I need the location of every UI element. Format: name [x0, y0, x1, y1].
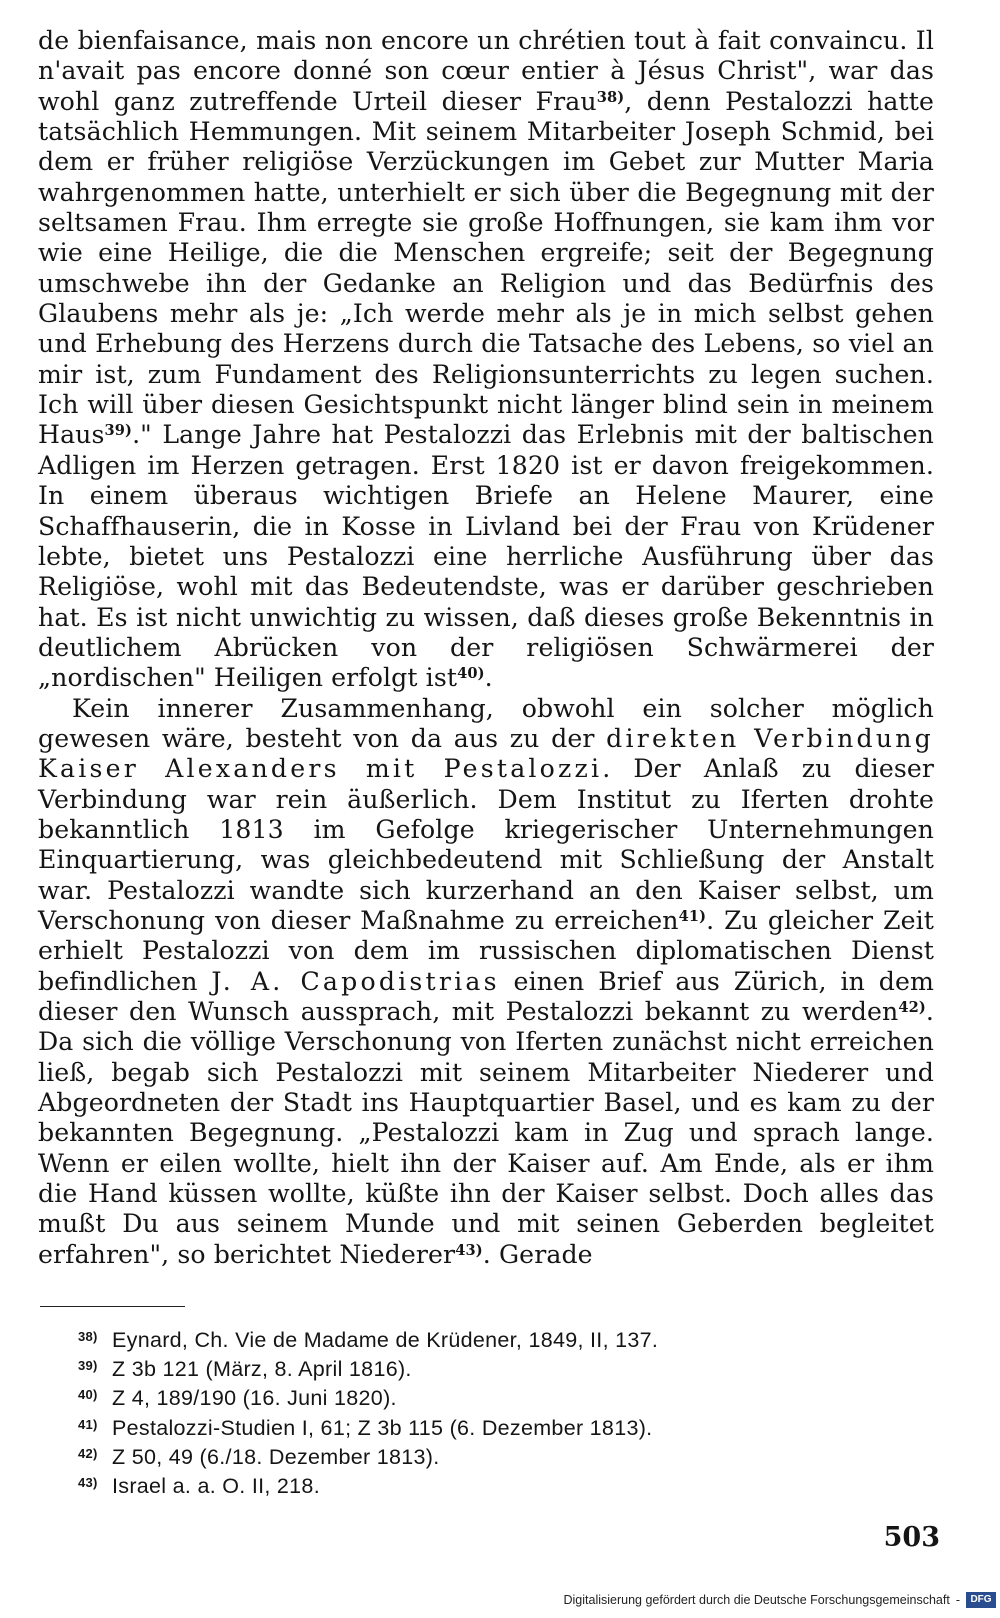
footnote-ref-38[interactable]: 38) [596, 88, 625, 106]
footnote-number: 40) [78, 1387, 98, 1403]
footnote [78, 1412, 938, 1441]
paragraph-1 [38, 26, 934, 694]
footnote-number: 38) [78, 1329, 98, 1344]
footnote [78, 1324, 938, 1353]
emphasized-phrase: direkten Verbindung Kaiser Alexanders mit Pestalozzi [38, 723, 935, 784]
footnote-ref-42[interactable]: 42) [898, 998, 926, 1016]
footnote-text: Eynard, Ch. Vie de Madame de Krüdener, 1849, II, 137. [112, 1328, 659, 1352]
footnote-text: Israel a. a. O. II, 218. [112, 1474, 320, 1499]
text-run: ." Lange Jahre hat Pestalozzi das Erlebnis mit der baltischen Adligen im Herzen getragen. Erst 1820 ist er davon freigekommen. In einem überaus wichtigen Briefe an Helene Maurer, eine Schaffhauserin, die in Kosse in Livland bei der Frau von Krüdener lebte, bietet uns Pestalozzi eine herrliche Ausführung über das Religiöse, wohl mit das Bedeutendste, was er darüber geschrieben hat. Es ist nicht unwichtig zu wissen, daß dieses große Bekenntnis in deutlichem Abrücken von der religiösen Schwärmerei der „nordischen" Heiligen erfolgt ist [38, 420, 934, 693]
footnote-text: Z 50, 49 (6./18. Dezember 1813). [112, 1444, 440, 1469]
footnote [78, 1470, 938, 1499]
footnote-text: Pestalozzi-Studien I, 61; Z 3b 115 (6. Dezember 1813). [112, 1415, 653, 1440]
footnote-text: Z 3b 121 (März, 8. April 1816). [112, 1357, 412, 1382]
footnote-divider [40, 1306, 185, 1307]
footnote [78, 1382, 938, 1411]
text-run: . Da sich die völlige Verschonung von Iferten zunächst nicht erreichen ließ, begab sich Pestalozzi mit seinem Mitarbeiter Niederer und Abgeordneten der Stadt ins Hauptquartier Basel, und es kam zu der bekannten Begegnung. „Pestalozzi kam in Zug und sprach lange. Wenn er eilen wollte, hielt ihn der Kaiser auf. Am Ende, als er ihm die Hand küssen wollte, küßte ihn der Kaiser selbst. Doch alles das mußt Du aus seinem Munde und mit seinen Geberden begleitet erfahren", so berichtet Niederer [38, 997, 934, 1269]
text-run: . Gerade [482, 1239, 593, 1269]
text-run: . Zu gleicher Zeit erhielt Pestalozzi von dem im russischen diplomatischen Dienst befindlichen [38, 905, 934, 996]
footnote-ref-39[interactable]: 39) [104, 422, 133, 440]
footnote-number: 43) [78, 1475, 98, 1491]
digitization-note: Digitalisierung gefördert durch die Deutsche Forschungsgemeinschaft [563, 1593, 950, 1607]
dash-separator: - [955, 1593, 960, 1607]
text-run: Kein innerer Zusammenhang, obwohl ein solcher möglich gewesen wäre, besteht von da aus zu der [38, 693, 934, 753]
page-number: 503 [883, 1522, 940, 1553]
text-run: einen Brief aus Zürich, in dem dieser den Wunsch aussprach, mit Pestalozzi bekannt zu werden [38, 966, 935, 1026]
footnote-number: 41) [78, 1416, 98, 1432]
dfg-logo-icon[interactable]: DFG [966, 1592, 996, 1608]
emphasized-name: J. A. Capodistrias [211, 966, 500, 996]
footnotes [78, 1324, 938, 1499]
digitization-footer [564, 1590, 997, 1610]
text-run: . Der Anlaß zu dieser Verbindung war rein äußerlich. Dem Institut zu Iferten drohte bekanntlich 1813 im Gefolge kriegerischer Unternehmungen Einquartierung, was gleichbedeutend mit Schließung der Anstalt war. Pestalozzi wandte sich kurzerhand an den Kaiser selbst, um Verschonung von dieser Maßnahme zu erreichen [38, 754, 934, 935]
footnote [78, 1353, 938, 1382]
footnote-ref-40[interactable]: 40) [457, 665, 485, 683]
text-run: . [484, 663, 493, 693]
footnote-ref-43[interactable]: 43) [455, 1241, 483, 1259]
footnote-ref-41[interactable]: 41) [678, 907, 707, 925]
paragraph-2 [38, 694, 934, 1271]
footnote-text: Z 4, 189/190 (16. Juni 1820). [112, 1386, 397, 1411]
text-run: , denn Pestalozzi hatte tatsächlich Hemmungen. Mit seinem Mitarbeiter Joseph Schmid, bei dem er früher religiöse Verzückungen im Gebet zur Mutter Maria wahrgenommen hatte, unterhielt er sich über die Begegnung mit der seltsamen Frau. Ihm erregte sie große Hoffnungen, sie kam ihm vor wie eine Heilige, die die Menschen ergreife; seit der Begegnung umschwebe ihn der Gedanke an Religion und das Bedürfnis des Glaubens mehr als je: „Ich werde mehr als je in mich selbst gehen und Erhebung des Herzens durch die Tatsache des Lebens, so viel an mir ist, zum Fundament des Religionsunterrichts zu legen suchen. Ich will über diesen Gesichtspunkt nicht länger blind sein in meinem Haus [38, 86, 934, 450]
footnote-number: 42) [78, 1445, 98, 1461]
main-text [38, 26, 934, 1270]
footnote [78, 1441, 938, 1470]
text-run: de bienfaisance, mais non encore un chrétien tout à fait convaincu. Il n'avait pas encore donné son cœur entier à Jésus Christ", war das wohl ganz zutreffende Urteil dieser Frau [38, 26, 934, 116]
footnote-number: 39) [78, 1358, 98, 1374]
